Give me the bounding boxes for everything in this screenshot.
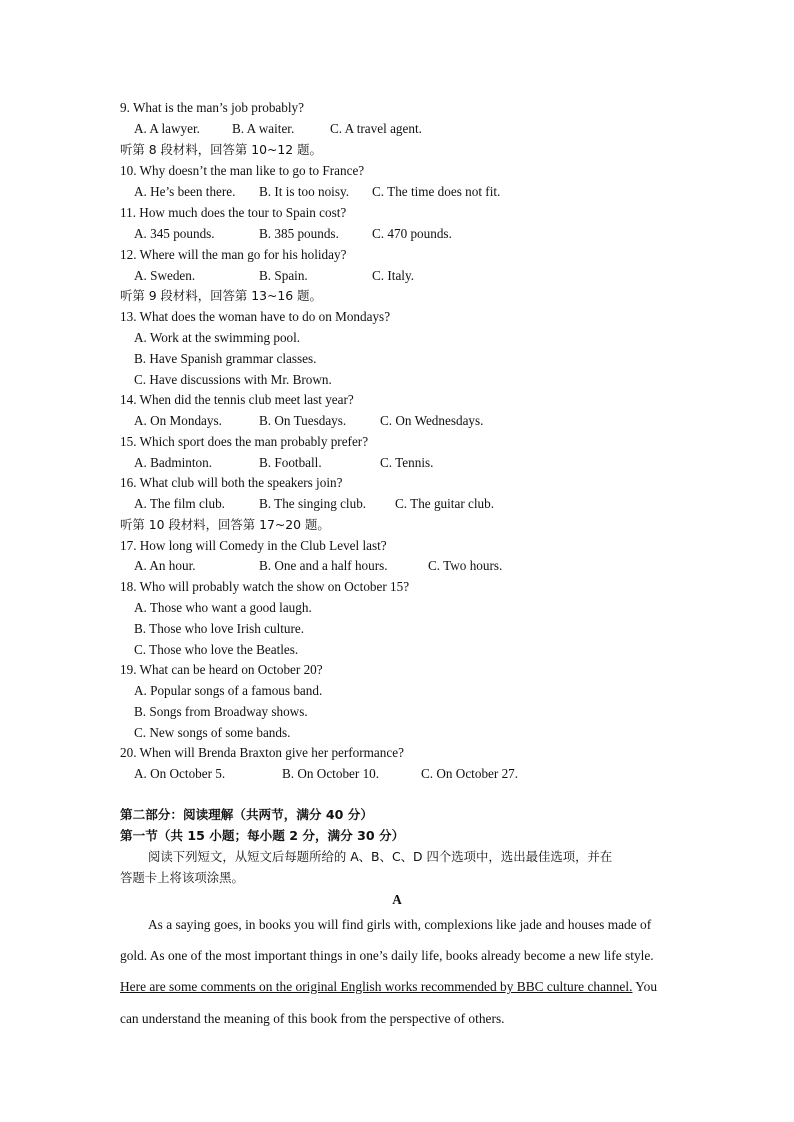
option-a: A. Those who want a good laugh. — [134, 600, 312, 615]
option-c: C. The time does not fit. — [372, 184, 501, 199]
question-stem: 19. What can be heard on October 20? — [120, 662, 323, 677]
question-stem: 18. Who will probably watch the show on October 15? — [120, 579, 410, 594]
option-a: A. He’s been there. — [134, 184, 236, 199]
instruction-section-9: 听第 9 段材料，回答第 13~16 题。 — [120, 288, 322, 303]
option-a: A. On Mondays. — [134, 413, 222, 428]
option-a: A. Sweden. — [134, 268, 196, 283]
passage-paragraph-line: gold. As one of the most important things in one’s daily life, books already become a new life style. — [120, 948, 654, 963]
option-a: A. On October 5. — [134, 766, 226, 781]
question-15 — [120, 433, 368, 450]
option-c: C. 470 pounds. — [372, 226, 452, 241]
question-stem: 15. Which sport does the man probably prefer? — [120, 434, 369, 449]
question-stem: 16. What club will both the speakers join? — [120, 475, 343, 490]
option-b: B. Songs from Broadway shows. — [134, 704, 308, 719]
option-a: A. Badminton. — [134, 455, 213, 470]
option-a: A. Work at the swimming pool. — [134, 330, 301, 345]
option-b: B. Spain. — [259, 268, 308, 283]
option-a: A. An hour. — [134, 558, 196, 573]
question-stem: 10. Why doesn’t the man like to go to France? — [120, 163, 365, 178]
option-b: B. On October 10. — [282, 766, 380, 781]
question-14 — [120, 391, 354, 408]
option-b: B. Football. — [259, 455, 322, 470]
passage-label: A — [392, 892, 402, 907]
question-10 — [120, 162, 364, 179]
option-a: A. 345 pounds. — [134, 226, 215, 241]
reading-instruction-continued: 答题卡上将该项涂黑。 — [120, 870, 244, 885]
question-stem: 11. How much does the tour to Spain cost? — [120, 205, 347, 220]
option-b: B. Have Spanish grammar classes. — [134, 351, 317, 366]
passage-paragraph-line: can understand the meaning of this book from the perspective of others. — [120, 1011, 505, 1026]
question-9 — [120, 99, 304, 116]
question-stem: 14. When did the tennis club meet last year? — [120, 392, 354, 407]
question-13 — [120, 308, 390, 325]
option-b: B. Those who love Irish culture. — [134, 621, 305, 636]
question-11 — [120, 204, 346, 221]
section-title: 第一节（共 15 小题；每小题 2 分，满分 30 分） — [120, 828, 405, 843]
part-title: 第二部分：阅读理解（共两节，满分 40 分） — [120, 807, 373, 822]
option-c: C. A travel agent. — [330, 121, 422, 136]
question-stem: 12. Where will the man go for his holiday? — [120, 247, 347, 262]
option-c: C. Have discussions with Mr. Brown. — [134, 372, 332, 387]
question-16 — [120, 474, 342, 491]
option-c: C. On October 27. — [421, 766, 519, 781]
question-12 — [120, 246, 346, 263]
option-c: C. New songs of some bands. — [134, 725, 291, 740]
option-b: B. The singing club. — [259, 496, 367, 511]
passage-paragraph-line: As a saying goes, in books you will find girls with, complexions like jade and houses made of — [148, 917, 652, 932]
instruction-section-8: 听第 8 段材料，回答第 10~12 题。 — [120, 142, 322, 157]
question-stem: 13. What does the woman have to do on Mondays? — [120, 309, 391, 324]
question-17 — [120, 537, 387, 554]
question-stem: 17. How long will Comedy in the Club Level last? — [120, 538, 387, 553]
option-c: C. Two hours. — [428, 558, 503, 573]
question-stem: 9. What is the man’s job probably? — [120, 100, 304, 115]
instruction-section-10: 听第 10 段材料，回答第 17~20 题。 — [120, 517, 330, 532]
question-19 — [120, 661, 323, 678]
option-b: B. On Tuesdays. — [259, 413, 347, 428]
question-18 — [120, 578, 409, 595]
option-c: C. Tennis. — [380, 455, 434, 470]
option-b: B. One and a half hours. — [259, 558, 388, 573]
option-b: B. 385 pounds. — [259, 226, 339, 241]
passage-paragraph-line — [120, 978, 657, 995]
question-stem: 20. When will Brenda Braxton give her performance? — [120, 745, 404, 760]
option-c: C. Italy. — [372, 268, 414, 283]
option-b: B. It is too noisy. — [259, 184, 350, 199]
sentence-tail: You — [635, 979, 658, 994]
option-a: A. Popular songs of a famous band. — [134, 683, 323, 698]
option-c: C. Those who love the Beatles. — [134, 642, 299, 657]
question-20 — [120, 744, 404, 761]
option-a: A. The film club. — [134, 496, 225, 511]
underlined-sentence: Here are some comments on the original English works recommended by BBC culture channel. — [120, 979, 633, 994]
option-c: C. The guitar club. — [395, 496, 495, 511]
option-c: C. On Wednesdays. — [380, 413, 484, 428]
reading-instruction: 阅读下列短文，从短文后每题所给的 A、B、C、D 四个选项中，选出最佳选项，并在 — [148, 849, 613, 864]
option-b: B. A waiter. — [232, 121, 295, 136]
option-a: A. A lawyer. — [134, 121, 200, 136]
